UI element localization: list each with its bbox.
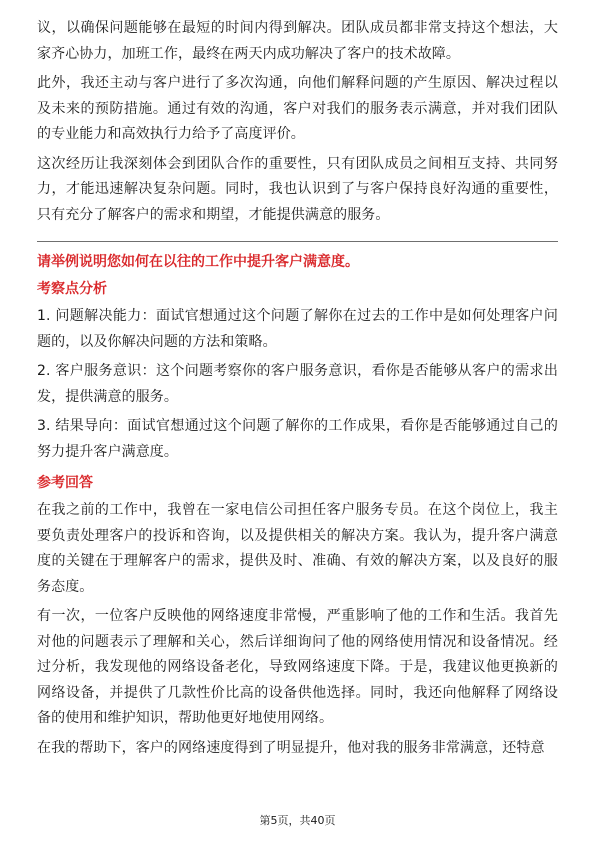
question-heading: 请举例说明您如何在以往的工作中提升客户满意度。 [37, 254, 359, 270]
intro-paragraph: 议，以确保问题能够在最短的时间内得到解决。团队成员都非常支持这个想法，大家齐心协力，加班工作，最终在两天内成功解决了客户的技术故障。 [37, 20, 558, 62]
analysis-heading: 考察点分析 [37, 281, 107, 297]
page-number-footer: 第5页，共40页 [259, 814, 336, 827]
analysis-item: 1. 问题解决能力：面试官想通过这个问题了解你在过去的工作中是如何处理客户问题的，以及你解决问题的方法和策略。 [37, 308, 558, 350]
section-divider [37, 241, 558, 242]
answer-heading: 参考回答 [37, 475, 93, 491]
analysis-item: 2. 客户服务意识：这个问题考察你的客户服务意识，看你是否能够从客户的需求出发，提供满意的服务。 [37, 363, 558, 405]
intro-paragraph: 此外，我还主动与客户进行了多次沟通，向他们解释问题的产生原因、解决过程以及未来的预防措施。通过有效的沟通，客户对我们的服务表示满意，并对我们团队的专业能力和高效执行力给予了高度评价。 [37, 75, 558, 142]
answer-paragraph: 在我的帮助下，客户的网络速度得到了明显提升，他对我的服务非常满意，还特意 [37, 739, 545, 756]
answer-paragraph: 有一次，一位客户反映他的网络速度非常慢，严重影响了他的工作和生活。我首先对他的问题表示了理解和关心，然后详细询问了他的网络使用情况和设备情况。经过分析，我发现他的网络设备老化，导致网络速度下降。于是，我建议他更换新的网络设备，并提供了几款性价比高的设备供他选择。同时，我还向他解释了网络设备的使用和维护知识，帮助他更好地使用网络。 [37, 608, 558, 726]
intro-paragraph: 这次经历让我深刻体会到团队合作的重要性，只有团队成员之间相互支持、共同努力，才能迅速解决复杂问题。同时，我也认识到了与客户保持良好沟通的重要性，只有充分了解客户的需求和期望，才能提供满意的服务。 [37, 155, 558, 223]
page-content [37, 16, 558, 765]
answer-paragraph: 在我之前的工作中，我曾在一家电信公司担任客户服务专员。在这个岗位上，我主要负责处理客户的投诉和咨询，以及提供相关的解决方案。我认为，提升客户满意度的关键在于理解客户的需求，提供及时、准确、有效的解决方案，以及良好的服务态度。 [37, 502, 558, 595]
analysis-item: 3. 结果导向：面试官想通过这个问题了解你的工作成果，看你是否能够通过自己的努力提升客户满意度。 [37, 418, 558, 460]
